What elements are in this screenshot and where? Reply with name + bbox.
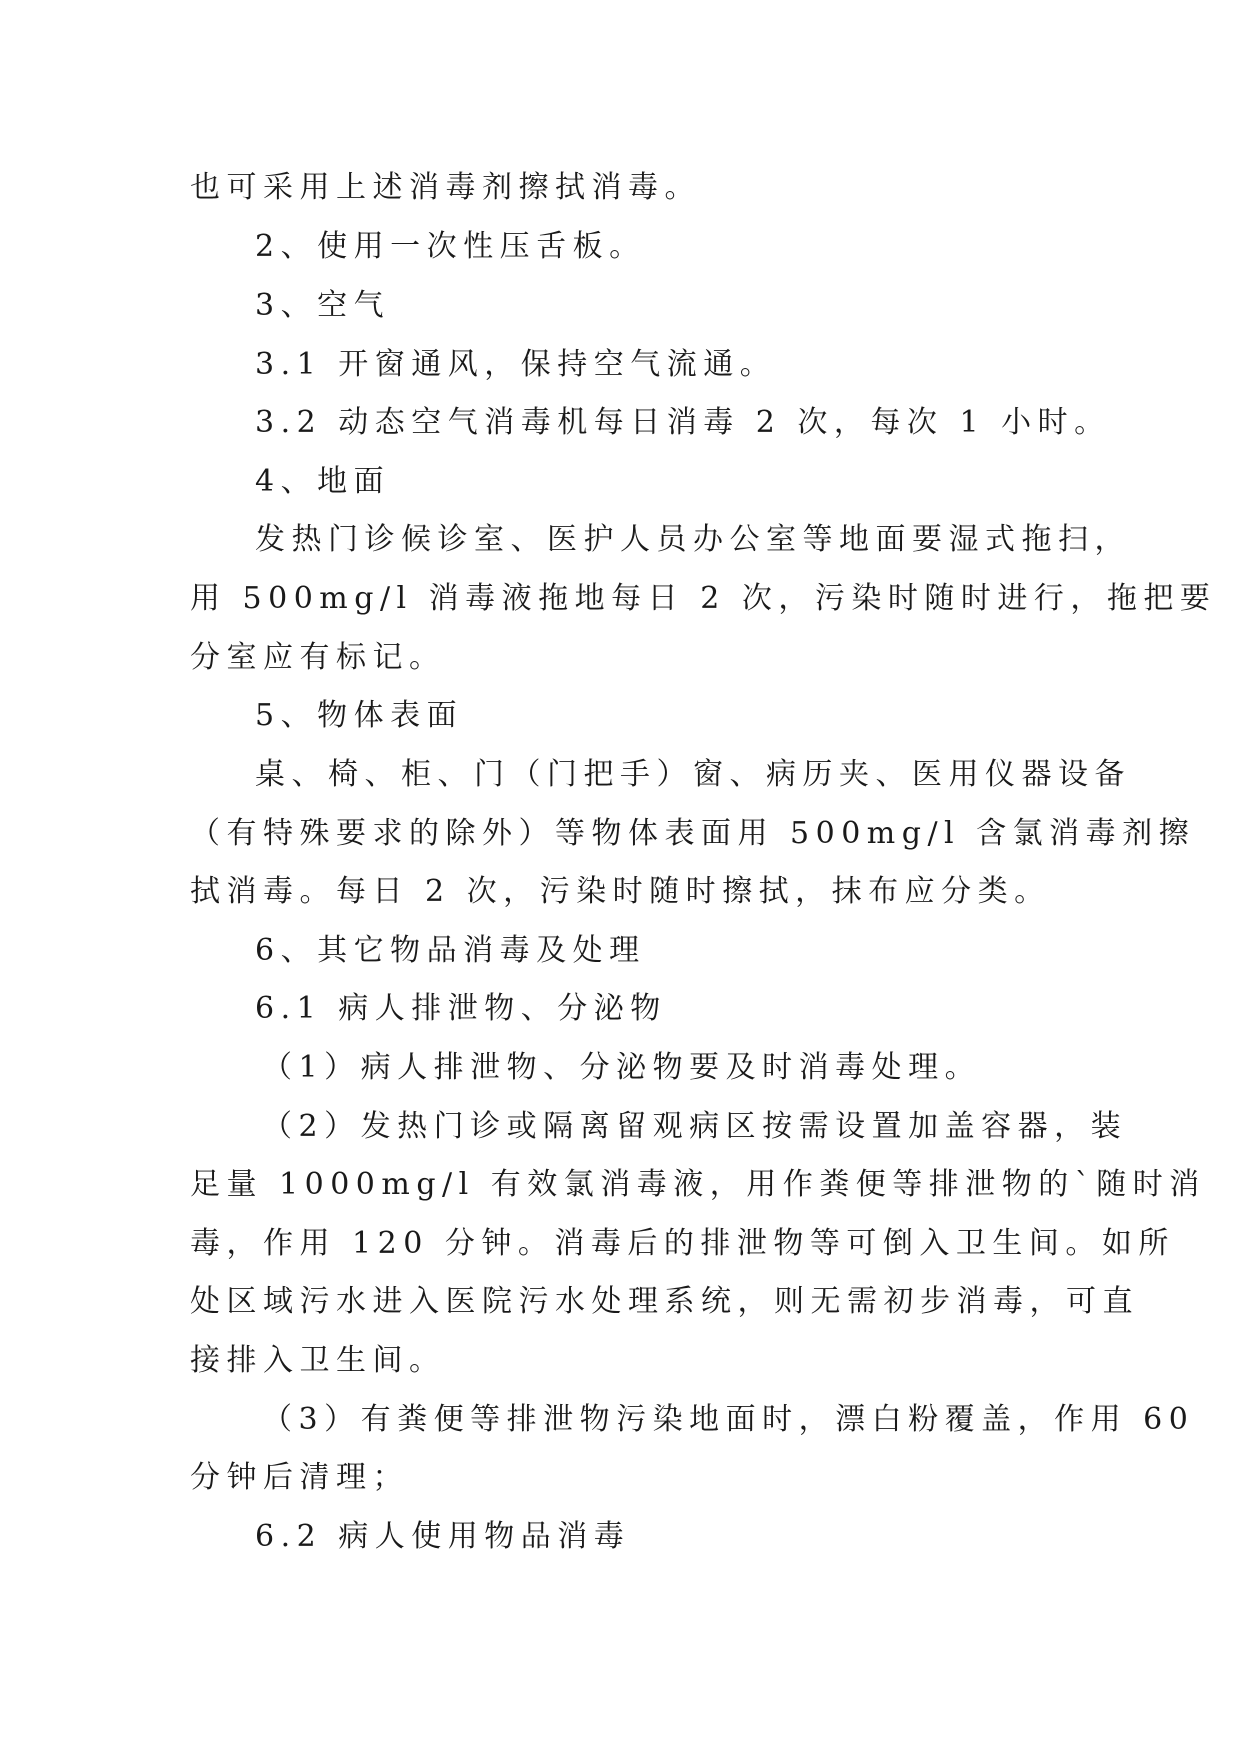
text-line: 桌、椅、柜、门（门把手）窗、病历夹、医用仪器设备 — [255, 757, 1131, 792]
text-line: 足量 1000mg/l 有效氯消毒液，用作粪便等排泄物的`随时消 — [190, 1167, 1206, 1202]
text-line: 拭消毒。每日 2 次，污染时随时擦拭，抹布应分类。 — [190, 874, 1051, 909]
text-line: 接排入卫生间。 — [190, 1343, 446, 1378]
section-heading: 4、地面 — [255, 464, 391, 499]
text-line: 用 500mg/l 消毒液拖地每日 2 次，污染时随时进行，拖把要 — [190, 581, 1217, 616]
text-line: 发热门诊候诊室、医护人员办公室等地面要湿式拖扫， — [255, 522, 1131, 557]
subsection-heading: 6.1 病人排泄物、分泌物 — [255, 991, 667, 1026]
text-line: 分钟后清理； — [190, 1460, 409, 1495]
text-line: （1）病人排泄物、分泌物要及时消毒处理。 — [262, 1050, 982, 1085]
text-line: （3）有粪便等排泄物污染地面时，漂白粉覆盖，作用 60 — [262, 1402, 1195, 1437]
section-heading: 3、空气 — [255, 288, 391, 323]
text-line: （2）发热门诊或隔离留观病区按需设置加盖容器，装 — [262, 1109, 1128, 1144]
text-line: 2、使用一次性压舌板。 — [255, 229, 646, 264]
text-line: 3.1 开窗通风，保持空气流通。 — [255, 347, 777, 382]
text-line: 3.2 动态空气消毒机每日消毒 2 次，每次 1 小时。 — [255, 405, 1111, 440]
text-line: 处区域污水进入医院污水处理系统，则无需初步消毒，可直 — [190, 1284, 1139, 1319]
text-line: 分室应有标记。 — [190, 640, 446, 675]
text-line: （有特殊要求的除外）等物体表面用 500mg/l 含氯消毒剂擦 — [190, 816, 1196, 851]
text-line: 毒，作用 120 分钟。消毒后的排泄物等可倒入卫生间。如所 — [190, 1226, 1175, 1261]
section-heading: 6、其它物品消毒及处理 — [255, 933, 646, 968]
text-line: 也可采用上述消毒剂擦拭消毒。 — [190, 170, 701, 205]
section-heading: 5、物体表面 — [255, 698, 464, 733]
subsection-heading: 6.2 病人使用物品消毒 — [255, 1519, 631, 1554]
